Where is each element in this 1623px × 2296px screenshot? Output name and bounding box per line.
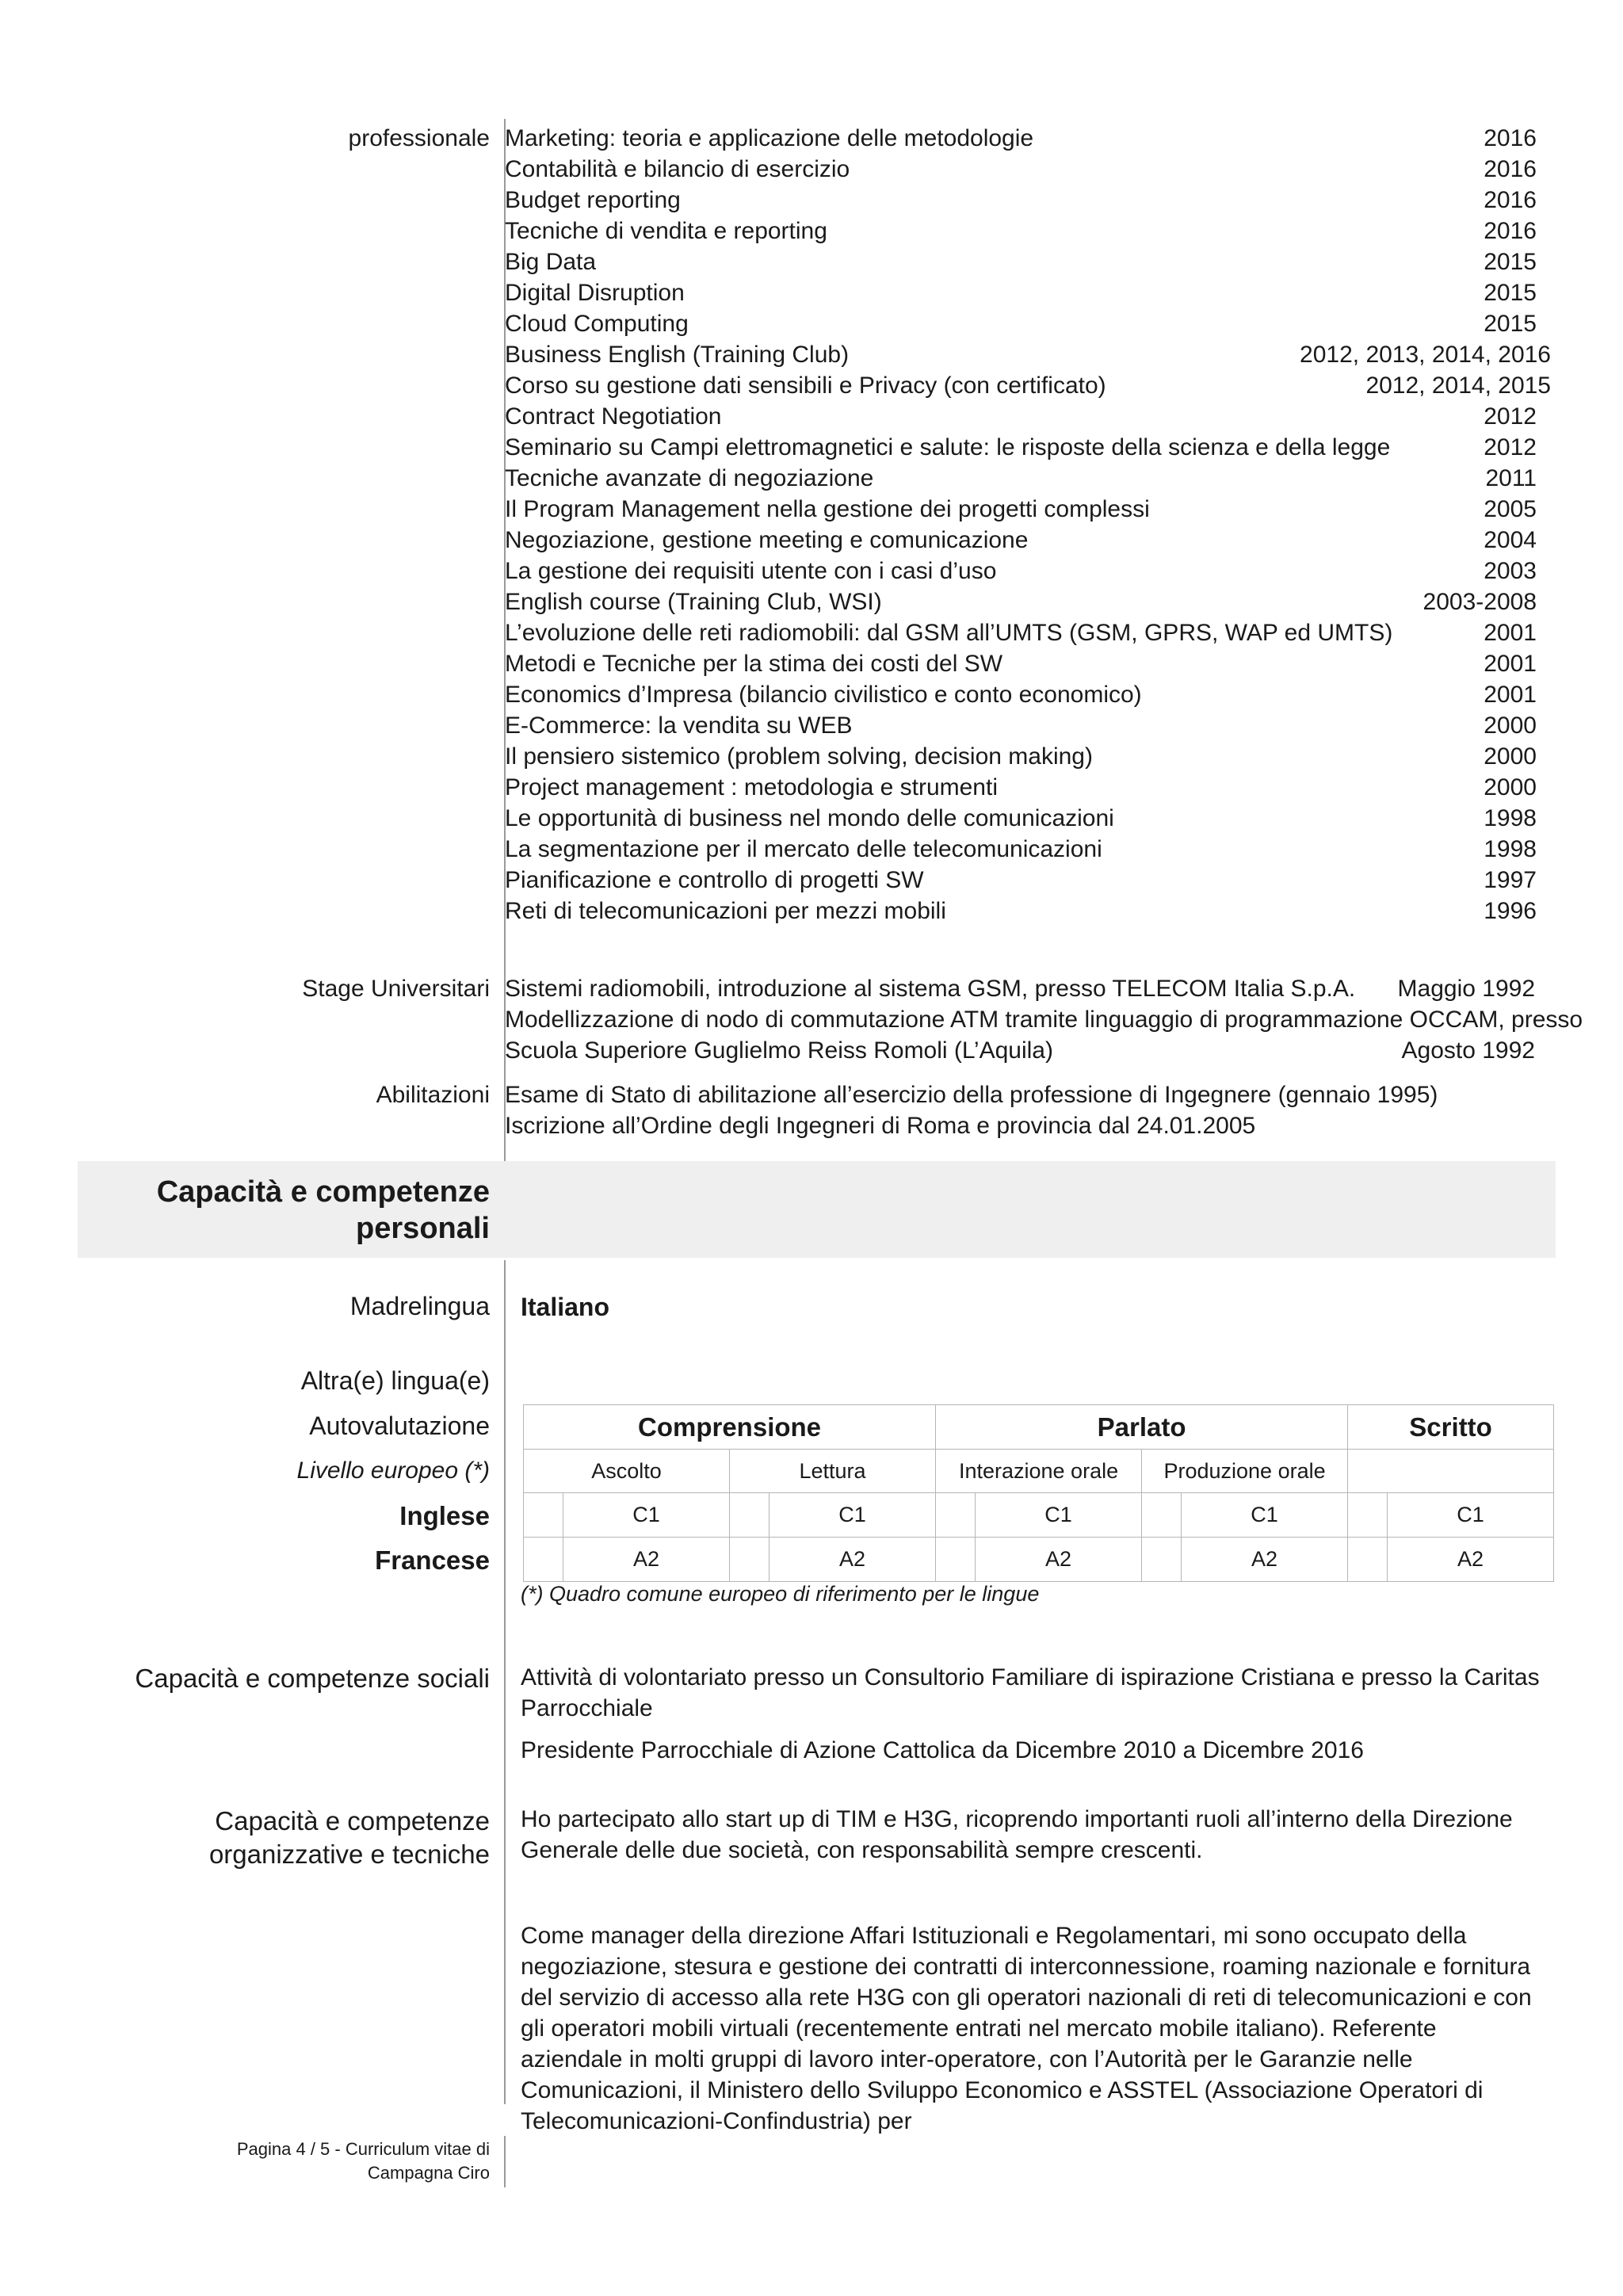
course-title: Reti di telecomunicazioni per mezzi mobili [505, 898, 946, 924]
course-title: Tecniche avanzate di negoziazione [505, 465, 874, 491]
level-cell: C1 [1182, 1493, 1348, 1538]
course-title: Seminario su Campi elettromagnetici e salute: le risposte della scienza e della legge [505, 434, 1391, 460]
level-cell: C1 [1388, 1493, 1554, 1538]
course-year: 2000 [1484, 712, 1537, 739]
course-row [505, 370, 1551, 401]
course-title: Le opportunità di business nel mondo delle comunicazioni [505, 805, 1114, 831]
course-title: Metodi e Tecniche per la stima dei costi del SW [505, 651, 1003, 677]
language-row-francese [524, 1538, 1554, 1582]
footer-divider [504, 2136, 506, 2187]
course-row [505, 617, 1551, 648]
subheader-lettura: Lettura [730, 1450, 936, 1493]
social-paragraph-2: Presidente Parrocchiale di Azione Cattolica da Dicembre 2010 a Dicembre 2016 [521, 1737, 1364, 1763]
course-title: Digital Disruption [505, 280, 685, 306]
course-year: 2001 [1484, 620, 1537, 646]
course-year: 2011 [1485, 465, 1537, 491]
course-title: Contabilità e bilancio di esercizio [505, 156, 850, 182]
organizational-label-line-1: Capacità e competenze [215, 1806, 490, 1836]
course-row [505, 586, 1551, 617]
course-title: Cloud Computing [505, 311, 689, 337]
course-row [505, 556, 1551, 586]
course-row [505, 865, 1551, 896]
course-year: 2012 [1484, 434, 1537, 460]
mother-tongue-label: Madrelingua [349, 1292, 490, 1320]
course-title: Economics d’Impresa (bilancio civilistico e conto economico) [505, 682, 1142, 708]
column-divider [504, 1260, 506, 2104]
course-title: Corso su gestione dati sensibili e Privacy (con certificato) [505, 372, 1106, 399]
course-row [505, 154, 1551, 185]
level-cell: C1 [769, 1493, 936, 1538]
level-cell: A2 [976, 1538, 1142, 1582]
organizational-paragraph-1: Ho partecipato allo start up di TIM e H3G, ricoprendo importanti ruoli all’interno della Direzione Generale delle due società, con responsabilità sempre crescenti. [521, 1806, 1513, 1863]
level-code-cell [730, 1538, 769, 1582]
level-cell: C1 [563, 1493, 730, 1538]
stage-label: Stage Universitari [302, 976, 490, 1002]
course-year: 2005 [1484, 496, 1537, 522]
language-table-header [524, 1405, 1554, 1450]
level-code-cell [524, 1538, 563, 1582]
course-row [505, 308, 1551, 339]
footer-line-1: Pagina 4 / 5 - Curriculum vitae di [236, 2139, 490, 2159]
stage-date-1: Maggio 1992 [1397, 976, 1535, 1002]
course-row [505, 741, 1551, 772]
social-label: Capacità e competenze sociali [135, 1664, 490, 1693]
course-row [505, 679, 1551, 710]
course-row [505, 803, 1551, 834]
subheader-ascolto: Ascolto [524, 1450, 730, 1493]
course-row [505, 277, 1551, 308]
section-title-line-2: personali [356, 1212, 490, 1245]
course-title: Budget reporting [505, 187, 681, 213]
course-title: L’evoluzione delle reti radiomobili: dal GSM all’UMTS (GSM, GPRS, WAP ed UMTS) [505, 620, 1393, 646]
european-level-label: Livello europeo (*) [296, 1457, 490, 1484]
course-row [505, 463, 1551, 494]
course-year: 2016 [1484, 218, 1537, 244]
course-row [505, 896, 1551, 926]
stage-date-3: Agosto 1992 [1401, 1037, 1535, 1064]
organizational-label [209, 1805, 490, 1871]
course-row [505, 339, 1551, 370]
level-code-cell [1142, 1538, 1182, 1582]
course-title: Contract Negotiation [505, 403, 722, 430]
course-title: La gestione dei requisiti utente con i casi d’uso [505, 558, 997, 584]
course-year: 2000 [1484, 743, 1537, 770]
abilitazioni-line-2: Iscrizione all’Ordine degli Ingegneri di Roma e provincia dal 24.01.2005 [505, 1113, 1256, 1139]
course-year: 1997 [1484, 867, 1537, 893]
course-row [505, 123, 1551, 154]
level-cell: A2 [1182, 1538, 1348, 1582]
course-row [505, 710, 1551, 741]
self-assessment-label: Autovalutazione [309, 1412, 490, 1440]
course-title: Negoziazione, gestione meeting e comunicazione [505, 527, 1029, 553]
header-scritto: Scritto [1348, 1405, 1554, 1450]
course-year: 2012 [1484, 403, 1537, 430]
other-languages-label: Altra(e) lingua(e) [300, 1366, 490, 1395]
course-title: Tecniche di vendita e reporting [505, 218, 827, 244]
course-row [505, 432, 1551, 463]
course-title: Business English (Training Club) [505, 342, 850, 368]
course-row [505, 834, 1551, 865]
course-year: 2015 [1484, 249, 1537, 275]
organizational-paragraph-2: Come manager della direzione Affari Istituzionali e Regolamentari, mi sono occupato della negoziazione, stesura e gestione dei contratti di interconnessione, roaming nazionale e fornitura del servizio di accesso alla rete H3G con gli operatori nazionali di reti di telecomunicazioni e con gli operatori mobili virtuali (recentemente entrati nel mercato mobile italiano). Referente aziendale in molti gruppi di lavoro inter-operatore, con l’Autorità per le Garanzie nelle Comunicazioni, il Ministero dello Sviluppo Economico e ASSTEL (Associazione Operatori di Telecomunicazioni-Confindustria) per [521, 1923, 1532, 2134]
course-year: 2016 [1484, 125, 1537, 151]
course-title: English course (Training Club, WSI) [505, 589, 882, 615]
course-row [505, 525, 1551, 556]
organizational-label-line-2: organizzative e tecniche [208, 1839, 490, 1869]
course-year: 2004 [1484, 527, 1537, 553]
course-year: 1998 [1484, 805, 1537, 831]
social-paragraph-1: Attività di volontariato presso un Consultorio Familiare di ispirazione Cristiana e presso la Caritas Parrocchiale [521, 1664, 1540, 1721]
course-title: Pianificazione e controllo di progetti SW [505, 867, 924, 893]
level-code-cell [730, 1493, 769, 1538]
course-title: Big Data [505, 249, 597, 275]
level-code-cell [1348, 1538, 1388, 1582]
language-table-subheader [524, 1450, 1554, 1493]
course-row [505, 401, 1551, 432]
course-year: 1998 [1484, 836, 1537, 862]
level-code-cell [936, 1493, 976, 1538]
language-footnote: (*) Quadro comune europeo di riferimento per le lingue [521, 1582, 1040, 1606]
abilitazioni-line-1: Esame di Stato di abilitazione all’esercizio della professione di Ingegnere (gennaio 1995) [505, 1082, 1438, 1108]
course-year: 2016 [1484, 187, 1537, 213]
course-year: 2015 [1484, 311, 1537, 337]
course-row [505, 648, 1551, 679]
header-parlato: Parlato [936, 1405, 1348, 1450]
abilitazioni-label: Abilitazioni [376, 1082, 490, 1108]
course-year: 2003 [1484, 558, 1537, 584]
course-year: 2012, 2014, 2015 [1365, 372, 1551, 399]
course-year: 2001 [1484, 651, 1537, 677]
course-year: 2003-2008 [1423, 589, 1537, 615]
course-row [505, 772, 1551, 803]
course-row [505, 494, 1551, 525]
level-cell: A2 [1388, 1538, 1554, 1582]
header-comprensione: Comprensione [524, 1405, 936, 1450]
subheader-interazione: Interazione orale [936, 1450, 1142, 1493]
level-cell: C1 [976, 1493, 1142, 1538]
section-title-line-1: Capacità e competenze [156, 1175, 490, 1209]
course-year: 2016 [1484, 156, 1537, 182]
level-code-cell [524, 1493, 563, 1538]
stage-line-1: Sistemi radiomobili, introduzione al sistema GSM, presso TELECOM Italia S.p.A. [505, 976, 1356, 1002]
level-code-cell [936, 1538, 976, 1582]
level-code-cell [1348, 1493, 1388, 1538]
course-title: Il pensiero sistemico (problem solving, decision making) [505, 743, 1093, 770]
course-year: 2012, 2013, 2014, 2016 [1300, 342, 1551, 368]
stage-line-2: Modellizzazione di nodo di commutazione ATM tramite linguaggio di programmazione OCCAM, presso [505, 1007, 1583, 1033]
course-year: 1996 [1484, 898, 1537, 924]
level-cell: A2 [563, 1538, 730, 1582]
course-title: Marketing: teoria e applicazione delle metodologie [505, 125, 1034, 151]
mother-tongue-value: Italiano [521, 1293, 610, 1321]
language-name-1: Inglese [399, 1501, 490, 1530]
course-title: Project management : metodologia e strumenti [505, 774, 998, 800]
course-year: 2001 [1484, 682, 1537, 708]
page-footer [237, 2137, 490, 2185]
course-row [505, 216, 1551, 246]
language-row-inglese [524, 1493, 1554, 1538]
level-cell: A2 [769, 1538, 936, 1582]
level-code-cell [1142, 1493, 1182, 1538]
course-title: Il Program Management nella gestione dei progetti complessi [505, 496, 1150, 522]
section-title [157, 1174, 490, 1247]
training-label: professionale [348, 125, 490, 151]
stage-line-3: Scuola Superiore Guglielmo Reiss Romoli (L’Aquila) [505, 1037, 1053, 1064]
language-name-2: Francese [375, 1545, 490, 1575]
course-title: E-Commerce: la vendita su WEB [505, 712, 853, 739]
subheader-scritto [1348, 1450, 1554, 1493]
subheader-produzione: Produzione orale [1142, 1450, 1348, 1493]
course-year: 2000 [1484, 774, 1537, 800]
course-year: 2015 [1484, 280, 1537, 306]
footer-line-2: Campagna Ciro [367, 2163, 490, 2183]
language-table [523, 1404, 1554, 1582]
course-row [505, 185, 1551, 216]
course-row [505, 246, 1551, 277]
course-title: La segmentazione per il mercato delle telecomunicazioni [505, 836, 1102, 862]
